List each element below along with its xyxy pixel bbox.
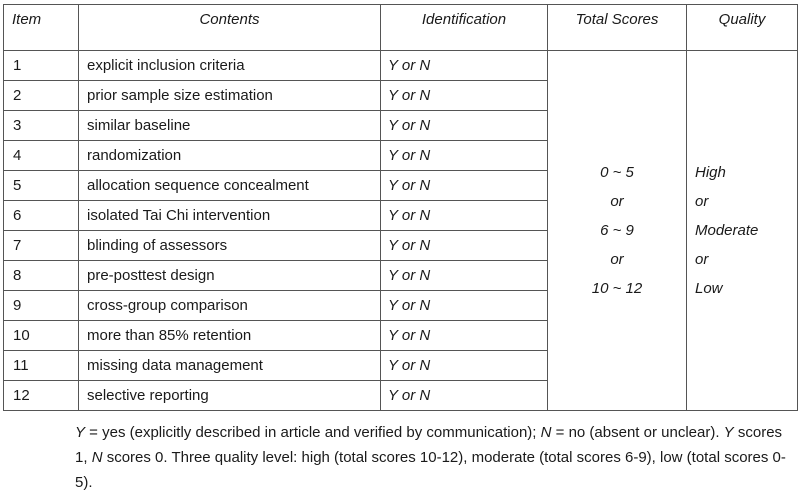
ident-no: N — [419, 177, 431, 194]
ident-yes: Y — [388, 237, 398, 254]
ident-or: or — [401, 357, 416, 374]
ident-no: N — [419, 297, 431, 314]
item-content: prior sample size estimation — [79, 81, 381, 111]
ident-or: or — [401, 207, 416, 224]
header-total-scores: Total Scores — [548, 5, 687, 51]
item-number: 6 — [4, 201, 79, 231]
note-n-definition: = no (absent or unclear). — [551, 424, 724, 441]
ident-no: N — [419, 57, 431, 74]
item-identification — [381, 321, 548, 351]
quality-assessment-table — [3, 4, 798, 411]
note-y-symbol-2: Y — [723, 424, 734, 441]
table-body — [4, 51, 798, 411]
item-content: missing data management — [79, 351, 381, 381]
ident-yes: Y — [388, 357, 398, 374]
total-scores-line: 6 ~ 9 — [600, 222, 634, 239]
item-identification — [381, 291, 548, 321]
ident-or: or — [401, 87, 416, 104]
note-y-symbol: Y — [75, 424, 86, 441]
item-content: pre-posttest design — [79, 261, 381, 291]
total-scores-cell — [548, 51, 687, 411]
note-y-definition: = yes (explicitly described in article and verified by communication); — [85, 424, 541, 441]
ident-yes: Y — [388, 117, 398, 134]
quality-line: or — [695, 251, 709, 268]
quality-line: Moderate — [695, 222, 759, 239]
header-identification: Identification — [381, 5, 548, 51]
ident-no: N — [419, 87, 431, 104]
ident-or: or — [401, 117, 416, 134]
quality-line: High — [695, 164, 726, 181]
item-content: more than 85% retention — [79, 321, 381, 351]
ident-yes: Y — [388, 207, 398, 224]
item-content: similar baseline — [79, 111, 381, 141]
item-content: cross-group comparison — [79, 291, 381, 321]
item-number: 4 — [4, 141, 79, 171]
item-number: 7 — [4, 231, 79, 261]
ident-no: N — [419, 267, 431, 284]
ident-yes: Y — [388, 267, 398, 284]
item-identification — [381, 171, 548, 201]
ident-yes: Y — [388, 147, 398, 164]
total-scores-line: 10 ~ 12 — [591, 280, 643, 297]
ident-yes: Y — [388, 297, 398, 314]
ident-yes: Y — [388, 177, 398, 194]
ident-no: N — [419, 117, 431, 134]
table-footnote — [75, 420, 795, 495]
quality-line: Low — [695, 280, 723, 297]
item-content: selective reporting — [79, 381, 381, 411]
item-identification — [381, 351, 548, 381]
item-number: 8 — [4, 261, 79, 291]
ident-or: or — [401, 297, 416, 314]
item-identification — [381, 261, 548, 291]
item-identification — [381, 141, 548, 171]
header-quality: Quality — [687, 5, 798, 51]
item-content: allocation sequence concealment — [79, 171, 381, 201]
quality-line: or — [695, 193, 709, 210]
item-number: 10 — [4, 321, 79, 351]
ident-or: or — [401, 237, 416, 254]
item-number: 9 — [4, 291, 79, 321]
total-scores-line: 0 ~ 5 — [600, 164, 634, 181]
ident-yes: Y — [388, 327, 398, 344]
ident-no: N — [419, 237, 431, 254]
note-n-symbol-2: N — [91, 449, 103, 466]
ident-yes: Y — [388, 387, 398, 404]
table-row — [4, 51, 798, 81]
ident-or: or — [401, 327, 416, 344]
item-identification — [381, 381, 548, 411]
item-number: 5 — [4, 171, 79, 201]
ident-no: N — [419, 327, 431, 344]
item-content: isolated Tai Chi intervention — [79, 201, 381, 231]
header-item: Item — [4, 5, 79, 51]
item-content: randomization — [79, 141, 381, 171]
total-scores-line: or — [610, 251, 624, 268]
item-identification — [381, 231, 548, 261]
header-row — [4, 5, 798, 51]
total-scores-line: or — [610, 193, 624, 210]
item-content: blinding of assessors — [79, 231, 381, 261]
quality-cell — [687, 51, 798, 411]
note-scores-mid: scores 1, — [75, 424, 783, 466]
ident-yes: Y — [388, 57, 398, 74]
ident-or: or — [401, 177, 416, 194]
note-n-symbol: N — [540, 424, 552, 441]
ident-or: or — [401, 267, 416, 284]
item-number: 2 — [4, 81, 79, 111]
item-number: 12 — [4, 381, 79, 411]
item-identification — [381, 111, 548, 141]
item-identification — [381, 51, 548, 81]
ident-or: or — [401, 57, 416, 74]
ident-or: or — [401, 387, 416, 404]
item-number: 3 — [4, 111, 79, 141]
ident-no: N — [419, 357, 431, 374]
ident-yes: Y — [388, 87, 398, 104]
ident-no: N — [419, 387, 431, 404]
item-number: 11 — [4, 351, 79, 381]
item-content: explicit inclusion criteria — [79, 51, 381, 81]
item-number: 1 — [4, 51, 79, 81]
header-contents: Contents — [79, 5, 381, 51]
note-scores-end: scores 0. Three quality level: high (total scores 10-12), moderate (total scores 6-9), low (total scores 0-5). — [75, 449, 786, 491]
ident-or: or — [401, 147, 416, 164]
ident-no: N — [419, 207, 431, 224]
item-identification — [381, 81, 548, 111]
item-identification — [381, 201, 548, 231]
ident-no: N — [419, 147, 431, 164]
